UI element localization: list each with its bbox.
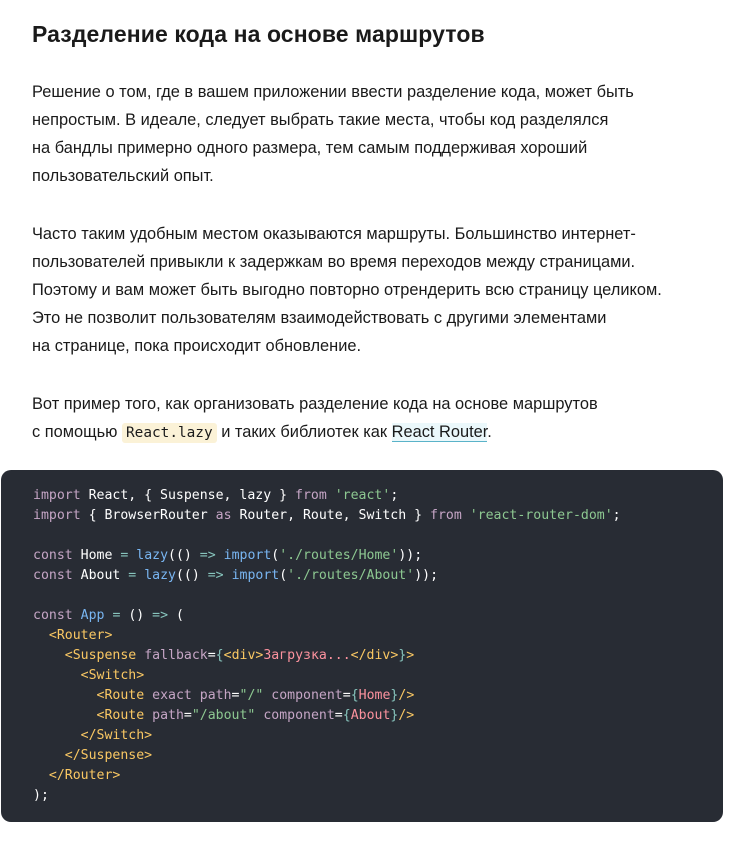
code-line (33, 726, 723, 746)
code-token: import (231, 568, 280, 583)
code-line (33, 486, 723, 506)
code-token: Home (72, 548, 121, 563)
code-token (33, 668, 81, 683)
code-token (136, 568, 144, 583)
code-token: <Suspense (64, 648, 137, 663)
text-line: пользователей привыкли к задержкам во время переходов между страницами. (32, 253, 636, 271)
code-token: as (215, 508, 232, 523)
code-token: = (120, 548, 129, 563)
code-token: React, { Suspense, lazy } (80, 488, 296, 503)
code-token: About (72, 568, 129, 583)
code-token (462, 508, 470, 523)
code-token: } (390, 708, 399, 723)
code-token (224, 568, 232, 583)
code-token (33, 648, 65, 663)
code-token (33, 768, 49, 783)
code-line (33, 566, 723, 586)
code-token: <Route (96, 708, 145, 723)
code-token: path (199, 688, 232, 703)
code-token: About (350, 708, 391, 723)
code-token: = (207, 648, 216, 663)
code-line (33, 586, 723, 606)
code-token: /> (398, 688, 415, 703)
code-token: const (33, 548, 73, 563)
code-token: import (33, 508, 81, 523)
code-token: ( (168, 608, 184, 623)
code-token: </Switch> (80, 728, 153, 743)
code-token: )); (398, 548, 423, 563)
code-line (33, 786, 723, 806)
code-line (33, 646, 723, 666)
code-token: component (271, 688, 343, 703)
code-line (33, 506, 723, 526)
code-token: () (120, 608, 153, 623)
code-line (33, 526, 723, 546)
code-token: Router, Route, Switch } (231, 508, 431, 523)
code-token (144, 688, 152, 703)
code-line (33, 606, 723, 626)
code-token (144, 708, 152, 723)
code-token: /> (398, 708, 415, 723)
code-token: { (342, 708, 351, 723)
text-line: непростым. В идеале, следует выбрать такие места, чтобы код разделялся (32, 111, 609, 129)
code-token: fallback (144, 648, 208, 663)
code-token: } (398, 648, 407, 663)
paragraph-example (32, 390, 598, 447)
code-line (33, 706, 723, 726)
code-token: <Route (96, 688, 145, 703)
code-token: )); (414, 568, 439, 583)
code-token (192, 688, 200, 703)
code-token: (() (168, 548, 200, 563)
code-token (33, 728, 81, 743)
code-token: = (128, 568, 137, 583)
code-token: const (33, 608, 73, 623)
code-token: ( (271, 548, 280, 563)
text-line: Это не позволит пользователям взаимодействовать с другими элементами (32, 309, 607, 327)
code-token: lazy (136, 548, 169, 563)
code-token: </Suspense> (64, 748, 153, 763)
code-token: path (152, 708, 184, 723)
code-content (33, 486, 723, 806)
code-token: "/" (239, 688, 264, 703)
code-token: const (33, 568, 73, 583)
text-fragment: с помощью (32, 423, 122, 441)
code-token: import (223, 548, 272, 563)
code-token (216, 548, 224, 563)
code-token: 'react' (334, 488, 391, 503)
paragraph-routes (32, 220, 662, 360)
text-line: Вот пример того, как организовать разделение кода на основе маршрутов (32, 395, 598, 413)
code-token: { (215, 648, 224, 663)
code-token: <Router> (48, 628, 113, 643)
code-token: { BrowserRouter (80, 508, 216, 523)
code-token: "/about" (191, 708, 256, 723)
code-token (33, 748, 65, 763)
text-line: Поэтому и вам может быть выгодно повторно отрендерить всю страницу целиком. (32, 281, 662, 299)
code-token: (() (175, 568, 208, 583)
code-token (33, 688, 97, 703)
code-token: > (406, 648, 415, 663)
code-line (33, 666, 723, 686)
text-line: Часто таким удобным местом оказываются маршруты. Большинство интернет- (32, 225, 636, 243)
code-token: = (231, 688, 240, 703)
code-token: </div> (350, 648, 399, 663)
code-token: lazy (144, 568, 176, 583)
code-token: = (183, 708, 192, 723)
code-token: ); (33, 788, 49, 803)
code-token: component (263, 708, 335, 723)
text-line: на странице, пока происходит обновление. (32, 337, 362, 355)
text-fragment: . (487, 423, 492, 441)
code-token: Home (358, 688, 391, 703)
code-token: <Switch> (80, 668, 145, 683)
code-token: = (334, 708, 343, 723)
code-token: ; (612, 508, 621, 523)
code-token (33, 708, 97, 723)
code-token: { (350, 688, 359, 703)
code-block[interactable] (1, 470, 723, 822)
text-line: Решение о том, где в вашем приложении ввести разделение кода, может быть (32, 83, 634, 101)
react-router-link[interactable]: React Router (391, 423, 488, 441)
code-token: import (33, 488, 81, 503)
code-token: <div> (223, 648, 264, 663)
code-token (33, 628, 49, 643)
code-line (33, 746, 723, 766)
code-token: from (295, 488, 327, 503)
code-line (33, 546, 723, 566)
code-token (327, 488, 335, 503)
code-line (33, 686, 723, 706)
code-token: = (342, 688, 351, 703)
inline-code: React.lazy (122, 423, 217, 443)
text-line (32, 418, 598, 447)
code-line (33, 626, 723, 646)
code-token: Загрузка... (263, 648, 351, 663)
text-fragment: и таких библиотек как (216, 423, 392, 441)
code-token: './routes/About' (287, 568, 415, 583)
code-token: => (152, 608, 169, 623)
code-token: } (390, 688, 399, 703)
code-token: ; (390, 488, 399, 503)
paragraph-intro (32, 78, 634, 190)
section-heading: Разделение кода на основе маршрутов (32, 21, 485, 47)
code-token: App (80, 608, 105, 623)
code-token: ( (279, 568, 288, 583)
code-token: from (430, 508, 462, 523)
code-token: exact (152, 688, 192, 703)
code-line (33, 766, 723, 786)
code-token: 'react-router-dom' (469, 508, 613, 523)
code-token: => (207, 568, 224, 583)
code-token: = (112, 608, 121, 623)
code-token (136, 648, 144, 663)
code-token: </Router> (48, 768, 121, 783)
text-line: пользовательский опыт. (32, 167, 214, 185)
code-token: './routes/Home' (279, 548, 399, 563)
text-line: на бандлы примерно одного размера, тем самым поддерживая хороший (32, 139, 588, 157)
code-token (73, 608, 81, 623)
code-token: => (199, 548, 216, 563)
